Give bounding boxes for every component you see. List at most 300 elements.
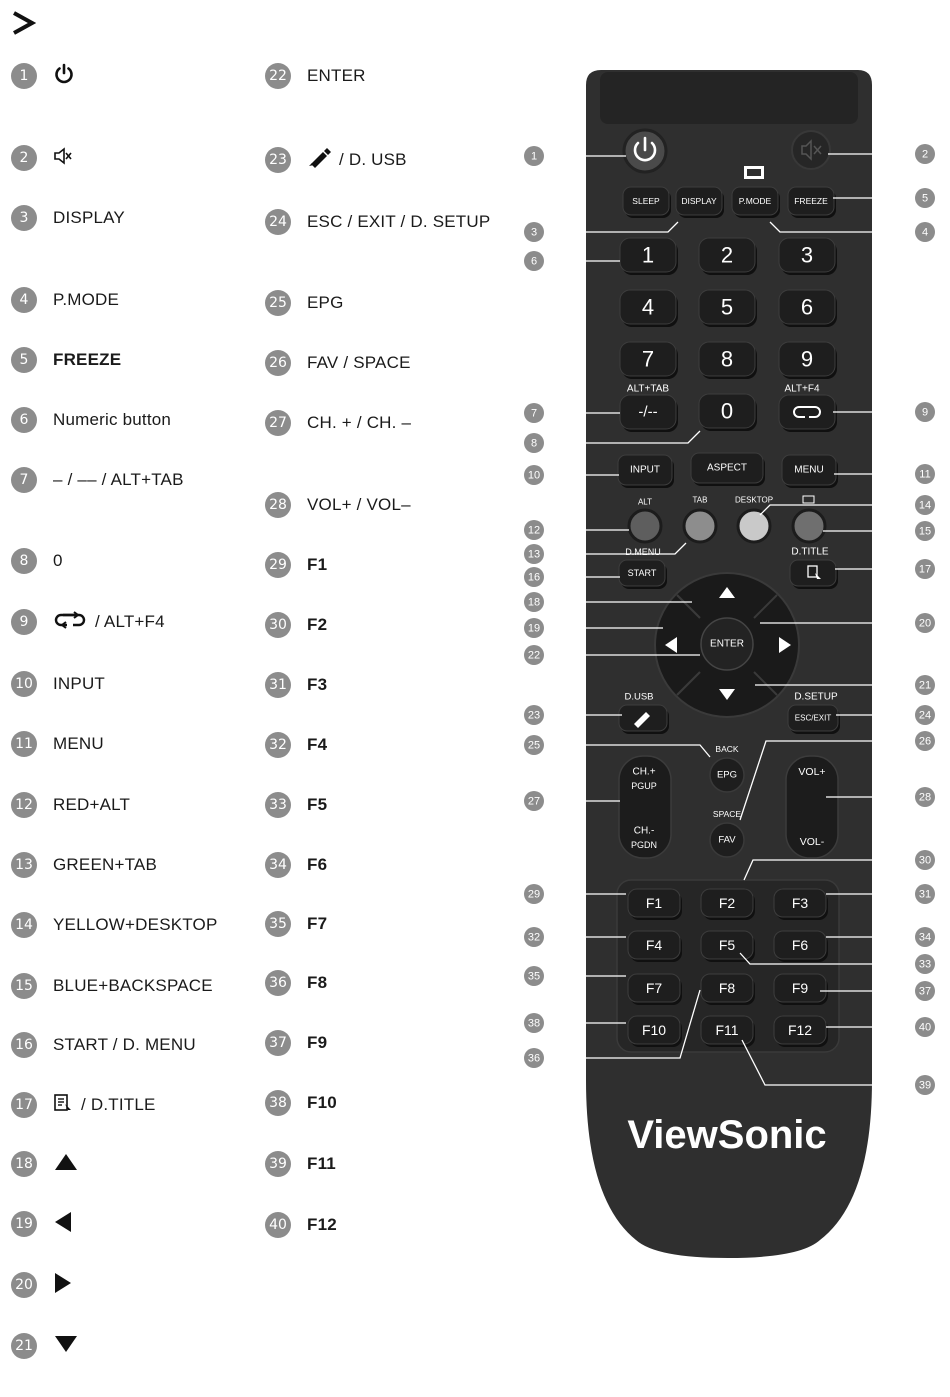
red-key[interactable]	[629, 510, 661, 542]
callout-number: 35	[527, 970, 541, 983]
key-pmode[interactable]	[732, 187, 780, 218]
callout-badge	[524, 884, 544, 904]
key-label: INPUT	[630, 464, 660, 476]
legend-item	[11, 1333, 87, 1359]
callout-number: 34	[918, 931, 932, 944]
callout-number: 24	[918, 709, 932, 722]
mute-button[interactable]	[792, 131, 830, 169]
legend-item	[11, 1092, 156, 1118]
callout-number: 34	[265, 852, 291, 878]
callout-number: 25	[265, 290, 291, 316]
legend-item	[265, 792, 327, 818]
key-label: F10	[641, 1022, 667, 1038]
callout-number: 1	[11, 63, 37, 89]
key-recall[interactable]	[779, 395, 837, 432]
tab-label: TAB	[692, 495, 708, 505]
legend-label: F9	[307, 1033, 328, 1052]
callout-number: 21	[918, 679, 932, 692]
callout-badge	[915, 613, 935, 633]
callout-badge	[915, 705, 935, 725]
key-label: FREEZE	[794, 196, 828, 206]
callout-badge	[915, 787, 935, 807]
key-label: F1	[645, 895, 663, 911]
legend-label: / D. USB	[339, 150, 407, 169]
key-label: F2	[718, 895, 736, 911]
callout-badge	[915, 1075, 935, 1095]
key-face	[790, 560, 836, 586]
legend-item	[11, 912, 218, 938]
callout-number: 12	[11, 792, 37, 818]
callout-badge	[915, 675, 935, 695]
legend-label: F7	[307, 914, 328, 933]
legend-item	[265, 552, 327, 578]
callout-badge	[915, 495, 935, 515]
callout-number: 11	[11, 731, 37, 757]
callout-number: 12	[527, 524, 541, 537]
ir-window	[600, 72, 858, 124]
key-f11[interactable]	[701, 1016, 755, 1047]
callout-badge	[524, 1013, 544, 1033]
callout-number: 6	[11, 407, 37, 433]
down-arrow-icon	[53, 1334, 79, 1359]
key-label: 6	[800, 294, 814, 320]
power-icon	[53, 63, 75, 90]
legend-label: INPUT	[53, 674, 105, 693]
key-f6[interactable]	[774, 931, 828, 962]
legend-item	[11, 852, 157, 878]
callout-number: 16	[11, 1032, 37, 1058]
legend-label: RED+ALT	[53, 795, 131, 814]
legend-label: F10	[307, 1093, 337, 1112]
callout-number: 8	[530, 437, 538, 450]
callout-number: 39	[918, 1079, 932, 1092]
key-f8[interactable]	[701, 974, 755, 1005]
callout-number: 32	[265, 732, 291, 758]
key-esc-exit[interactable]	[788, 705, 840, 734]
callout-badge	[915, 464, 935, 484]
callout-badge	[524, 592, 544, 612]
callout-number: 18	[527, 596, 541, 609]
legend-label: START / D. MENU	[53, 1035, 196, 1054]
callout-number: 38	[265, 1090, 291, 1116]
legend-label: F12	[307, 1215, 337, 1234]
legend-label: F8	[307, 973, 328, 992]
legend-label: ESC / EXIT / D. SETUP	[307, 212, 491, 231]
key-7[interactable]	[620, 342, 678, 379]
legend-item	[11, 205, 125, 231]
legend-item	[265, 209, 490, 235]
alt-label: ALT	[637, 497, 653, 507]
callout-number: 7	[11, 467, 37, 493]
callout-badge	[915, 884, 935, 904]
key-freeze[interactable]	[788, 187, 836, 218]
callout-number: 10	[527, 469, 541, 482]
left-arrow-icon	[53, 1210, 73, 1239]
callout-number: 13	[527, 548, 541, 561]
legend-item	[11, 467, 184, 493]
callout-number: 25	[527, 739, 541, 752]
callout-number: 5	[921, 192, 929, 205]
callout-badge	[915, 850, 935, 870]
legend-item	[11, 792, 130, 818]
key-label: START	[627, 568, 657, 578]
callout-number: 9	[11, 609, 37, 635]
enter-label: ENTER	[710, 638, 744, 650]
chevron-right-icon	[10, 10, 36, 36]
ch-rocker[interactable]	[619, 756, 671, 858]
legend-label: F6	[307, 855, 328, 874]
callout-badge	[524, 735, 544, 755]
legend-label: EPG	[307, 293, 344, 312]
callout-number: 19	[527, 622, 541, 635]
key-label: F3	[791, 895, 809, 911]
callout-number: 20	[918, 617, 932, 630]
callout-number: 5	[11, 347, 37, 373]
callout-badge	[524, 146, 544, 166]
key-label: P.MODE	[738, 196, 772, 206]
legend-item	[265, 1090, 337, 1116]
legend-item	[265, 1030, 327, 1056]
callout-badge	[524, 567, 544, 587]
key-3[interactable]	[779, 238, 837, 275]
key-d-title[interactable]	[790, 560, 838, 589]
legend-item	[11, 1151, 87, 1177]
key-6[interactable]	[779, 290, 837, 327]
callout-number: 16	[527, 571, 541, 584]
callout-number: 10	[11, 671, 37, 697]
callout-number: 38	[527, 1017, 541, 1030]
key-label: 1	[641, 242, 655, 268]
key-dash[interactable]	[620, 395, 678, 432]
callout-number: 13	[11, 852, 37, 878]
vol-minus-label: VOL-	[799, 836, 825, 848]
pmode-indicator-inner	[747, 169, 761, 176]
legend-item	[11, 63, 83, 89]
callout-number: 14	[11, 912, 37, 938]
d-menu-label: D.MENU	[625, 547, 661, 557]
callout-number: 30	[918, 854, 932, 867]
key-menu[interactable]	[782, 455, 838, 488]
callout-number: 39	[265, 1151, 291, 1177]
callout-badge	[915, 1017, 935, 1037]
pgup-label: PGUP	[631, 781, 657, 791]
key-label: DISPLAY	[681, 196, 717, 206]
key-label: F12	[787, 1022, 813, 1038]
pgdn-label: PGDN	[630, 840, 658, 850]
legend-label: F1	[307, 555, 328, 574]
callout-number: 28	[918, 791, 932, 804]
key-label: 8	[720, 346, 734, 372]
callout-number: 33	[265, 792, 291, 818]
key-label: 9	[800, 346, 814, 372]
legend-label: / D.TITLE	[81, 1095, 156, 1114]
legend-label: ENTER	[307, 66, 366, 85]
yellow-key[interactable]	[738, 510, 770, 542]
callout-badge	[524, 433, 544, 453]
key-display[interactable]	[676, 187, 724, 218]
key-label: 0	[720, 398, 734, 424]
legend-item	[265, 410, 411, 436]
callout-number: 36	[265, 970, 291, 996]
callout-badge	[524, 544, 544, 564]
legend-label: CH. + / CH. –	[307, 413, 412, 432]
legend-item	[265, 63, 366, 89]
key-label: F9	[791, 980, 809, 996]
key-f9[interactable]	[774, 974, 828, 1005]
legend-label: F11	[307, 1154, 336, 1173]
callout-number: 37	[265, 1030, 291, 1056]
key-f7[interactable]	[628, 974, 682, 1005]
callout-number: 21	[11, 1333, 37, 1359]
key-f1[interactable]	[628, 889, 682, 920]
legend-item	[265, 350, 411, 376]
legend-label: F3	[307, 675, 328, 694]
callout-number: 17	[918, 563, 932, 576]
callout-number: 4	[11, 287, 37, 313]
legend-label: VOL+ / VOL–	[307, 495, 411, 514]
key-5[interactable]	[699, 290, 757, 327]
d-usb-label: D.USB	[624, 691, 654, 703]
alt-tab-label: ALT+TAB	[626, 383, 670, 395]
legend-label: F5	[307, 795, 328, 814]
key-label: 2	[720, 242, 734, 268]
legend-label: F4	[307, 735, 328, 754]
key-d-usb[interactable]	[619, 705, 669, 734]
callout-number: 26	[918, 735, 932, 748]
key-aspect[interactable]	[691, 453, 765, 486]
callout-number: 29	[265, 552, 291, 578]
legend-item	[11, 1272, 81, 1298]
legend-item	[265, 852, 327, 878]
callout-number: 2	[921, 148, 929, 161]
callout-number: 33	[918, 958, 932, 971]
key-label: F8	[718, 980, 736, 996]
epg-label: EPG	[716, 769, 738, 781]
legend-label: FREEZE	[53, 350, 122, 369]
callout-number: 31	[265, 672, 291, 698]
up-arrow-icon	[53, 1152, 79, 1177]
recall-icon	[53, 611, 87, 634]
legend-item	[265, 970, 327, 996]
legend-label: MENU	[53, 734, 104, 753]
key-label: F7	[645, 980, 663, 996]
ch-plus-label: CH.+	[632, 766, 656, 778]
callout-number: 20	[11, 1272, 37, 1298]
key-f5[interactable]	[701, 931, 755, 962]
vol-rocker[interactable]	[786, 756, 838, 858]
legend-item	[11, 347, 121, 373]
key-label: 4	[641, 294, 655, 320]
callout-number: 9	[921, 406, 929, 419]
callout-badge	[915, 521, 935, 541]
key-2[interactable]	[699, 238, 757, 275]
key-f10[interactable]	[628, 1016, 682, 1047]
legend-item	[11, 973, 213, 999]
callout-badge	[915, 559, 935, 579]
callout-badge	[524, 520, 544, 540]
callout-number: 2	[11, 145, 37, 171]
callout-badge	[524, 222, 544, 242]
blue-key[interactable]	[793, 510, 825, 542]
fav-label: FAV	[718, 834, 736, 846]
callout-number: 15	[918, 525, 932, 538]
legend-item	[265, 672, 327, 698]
callout-badge	[915, 981, 935, 1001]
title-icon	[53, 1093, 73, 1118]
callout-badge	[915, 144, 935, 164]
callout-badge	[524, 966, 544, 986]
key-1[interactable]	[620, 238, 678, 275]
ch-minus-label: CH.-	[633, 825, 655, 837]
key-label: 7	[641, 346, 655, 372]
callout-number: 23	[265, 147, 291, 173]
callout-number: 8	[11, 548, 37, 574]
key-0[interactable]	[699, 394, 757, 431]
callout-badge	[524, 251, 544, 271]
key-label: 5	[720, 294, 734, 320]
usb-pen-icon	[307, 148, 331, 173]
callout-number: 31	[918, 888, 932, 901]
legend-label: YELLOW+DESKTOP	[53, 915, 218, 934]
legend-label: P.MODE	[53, 290, 120, 309]
callout-number: 37	[918, 985, 932, 998]
callout-number: 36	[527, 1052, 541, 1065]
callout-badge	[915, 188, 935, 208]
key-label: ASPECT	[706, 462, 748, 474]
legend-label: – / –– / ALT+TAB	[53, 470, 184, 489]
legend-item	[11, 1211, 81, 1237]
callout-badge	[524, 705, 544, 725]
legend-label: F2	[307, 615, 328, 634]
callout-badge	[524, 791, 544, 811]
callout-number: 17	[11, 1092, 37, 1118]
key-label: MENU	[794, 464, 824, 476]
callout-badge	[915, 954, 935, 974]
callout-number: 24	[265, 209, 291, 235]
callout-badge	[915, 927, 935, 947]
callout-badge	[915, 731, 935, 751]
desktop-label: DESKTOP	[734, 495, 774, 505]
legend-item	[265, 911, 327, 937]
callout-number: 32	[527, 931, 541, 944]
key-sleep[interactable]	[623, 187, 671, 218]
callout-badge	[915, 402, 935, 422]
callout-number: 30	[265, 612, 291, 638]
callout-number: 1	[530, 150, 538, 163]
callout-badge	[915, 222, 935, 242]
legend-item	[11, 548, 63, 574]
key-f4[interactable]	[628, 931, 682, 962]
key-9[interactable]	[779, 342, 837, 379]
legend-item	[265, 290, 344, 316]
callout-number: 23	[527, 709, 541, 722]
key-label: F11	[715, 1022, 739, 1038]
callout-number: 19	[11, 1211, 37, 1237]
callout-number: 27	[265, 410, 291, 436]
remote-control	[510, 60, 940, 1270]
key-f3[interactable]	[774, 889, 828, 920]
key-start[interactable]	[619, 560, 667, 589]
callout-number: 22	[265, 63, 291, 89]
key-label: F6	[791, 937, 809, 953]
d-setup-label: D.SETUP	[794, 691, 838, 703]
key-label: -/--	[638, 403, 658, 421]
legend-item	[265, 612, 327, 638]
back-label: BACK	[715, 744, 739, 754]
key-label: ESC/EXIT	[794, 713, 832, 723]
callout-number: 22	[527, 649, 541, 662]
key-label: 3	[800, 242, 814, 268]
callout-badge	[524, 1048, 544, 1068]
key-label: F5	[718, 937, 736, 953]
vol-plus-label: VOL+	[798, 766, 826, 778]
callout-badge	[524, 927, 544, 947]
legend-item	[11, 671, 105, 697]
key-f2[interactable]	[701, 889, 755, 920]
legend-item	[265, 492, 411, 518]
legend-label: FAV / SPACE	[307, 353, 411, 372]
legend-item	[11, 407, 171, 433]
callout-number: 11	[919, 468, 931, 481]
callout-badge	[524, 465, 544, 485]
callout-badge	[524, 618, 544, 638]
key-f12[interactable]	[774, 1016, 828, 1047]
callout-number: 29	[527, 888, 541, 901]
callout-number: 7	[530, 407, 538, 420]
key-label: SLEEP	[632, 196, 660, 206]
callout-number: 27	[527, 795, 541, 808]
legend-item	[11, 609, 165, 635]
key-8[interactable]	[699, 342, 757, 379]
callout-number: 6	[530, 255, 538, 268]
space-label: SPACE	[712, 809, 742, 819]
callout-number: 35	[265, 911, 291, 937]
legend-label: BLUE+BACKSPACE	[53, 976, 213, 995]
callout-number: 40	[918, 1021, 932, 1034]
key-input[interactable]	[618, 455, 674, 488]
callout-number: 26	[265, 350, 291, 376]
legend-item	[265, 1212, 337, 1238]
legend-item	[265, 732, 327, 758]
mute-icon	[53, 147, 73, 170]
legend-item	[265, 147, 407, 173]
legend-label: Numeric button	[53, 410, 172, 429]
legend-label: GREEN+TAB	[53, 855, 157, 874]
callout-number: 40	[265, 1212, 291, 1238]
legend-item	[11, 731, 104, 757]
right-arrow-icon	[53, 1271, 73, 1300]
callout-number: 18	[11, 1151, 37, 1177]
legend-label: DISPLAY	[53, 208, 125, 227]
callout-number: 4	[921, 226, 929, 239]
callout-number: 3	[530, 226, 538, 239]
green-key[interactable]	[684, 510, 716, 542]
key-4[interactable]	[620, 290, 678, 327]
legend-item	[11, 1032, 196, 1058]
legend-label: 0	[53, 551, 63, 570]
callout-badge	[524, 403, 544, 423]
alt-f4-label: ALT+F4	[784, 383, 820, 395]
legend-item	[11, 145, 81, 171]
callout-number: 14	[918, 499, 932, 512]
key-label: F4	[645, 937, 663, 953]
callout-badge	[524, 645, 544, 665]
legend-item	[265, 1151, 336, 1177]
d-title-label: D.TITLE	[791, 546, 829, 558]
key-face	[779, 395, 835, 429]
power-button[interactable]	[624, 130, 666, 172]
callout-number: 3	[11, 205, 37, 231]
